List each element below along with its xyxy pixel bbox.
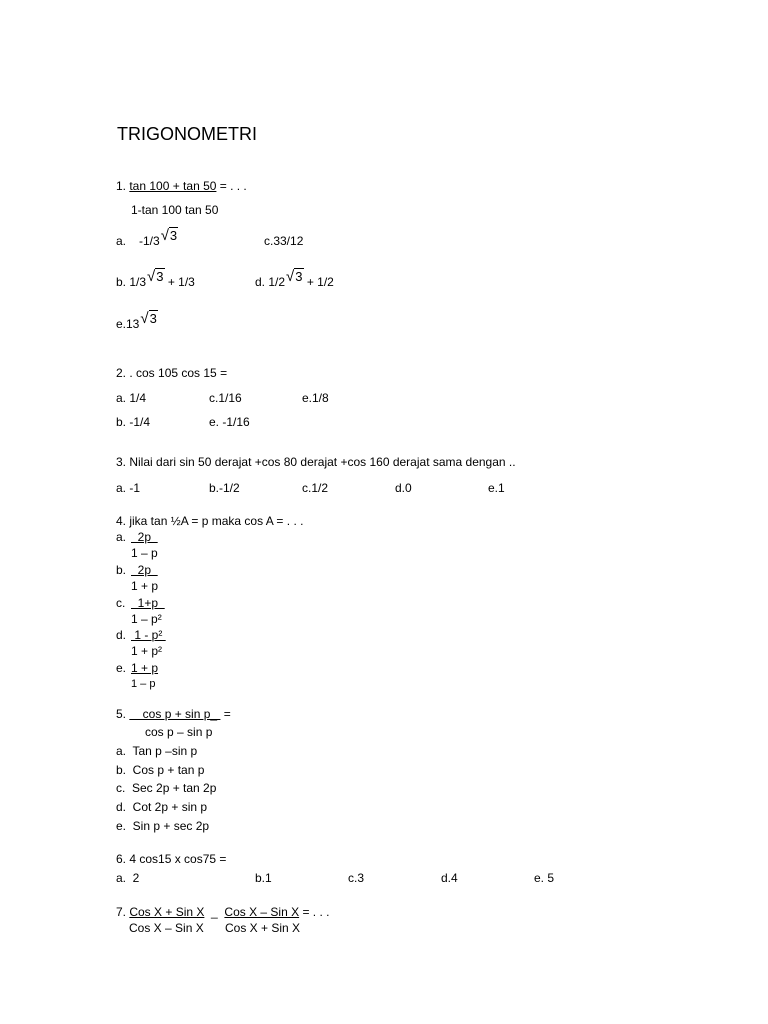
question-7-denominator-1: Cos X – Sin X (129, 921, 204, 935)
option-6a: a. 2 (116, 871, 140, 885)
question-1 (116, 179, 247, 193)
option-6d: d.4 (441, 871, 458, 885)
option-5c: c. Sec 2p + tan 2p (116, 781, 217, 795)
question-7 (116, 905, 329, 919)
question-5-denominator: cos p – sin p (145, 725, 213, 739)
question-1-suffix: = . . . (216, 179, 247, 193)
question-4: 4. jika tan ½A = p maka cos A = . . . (116, 514, 304, 528)
question-6: 6. 4 cos15 x cos75 = (116, 852, 227, 866)
question-2: 2. . cos 105 cos 15 = (116, 366, 228, 380)
option-2e: e.1/8 (302, 391, 329, 405)
option-1d (255, 268, 334, 289)
option-1c: c.33/12 (264, 234, 304, 248)
option-6c: c.3 (348, 871, 365, 885)
option-3d: d.0 (395, 481, 412, 495)
sqrt-symbol: √3 (160, 227, 178, 244)
option-4b-label: b. (116, 563, 127, 577)
option-1b-text: b. 1/3 (116, 275, 147, 289)
option-1a-label: a. (116, 234, 127, 248)
sqrt-symbol: √3 (286, 268, 303, 285)
option-4e-numerator: 1 + p (131, 661, 159, 675)
question-5-numerator: cos p + sin p_ (129, 707, 221, 721)
question-1-denominator: 1-tan 100 tan 50 (131, 203, 219, 217)
option-5e: e. Sin p + sec 2p (116, 819, 210, 833)
option-4b-numerator: 2p (131, 563, 158, 577)
option-3c: c.1/2 (302, 481, 329, 495)
question-3: 3. Nilai dari sin 50 derajat +cos 80 derajat +cos 160 derajat sama dengan .. (116, 455, 516, 469)
question-7-minus: _ (204, 905, 225, 919)
option-6e: e. 5 (534, 871, 555, 885)
question-7-suffix: = . . . (299, 905, 330, 919)
question-7-prefix: 7. (116, 905, 130, 919)
option-4a-label: a. (116, 530, 127, 544)
option-2c: c.1/16 (209, 391, 242, 405)
option-6b: b.1 (255, 871, 272, 885)
question-7-numerator-1: Cos X + Sin X (129, 905, 205, 919)
option-4c-denominator: 1 – p² (131, 612, 162, 626)
option-4a-denominator: 1 – p (131, 546, 158, 560)
question-7-denominator-2: Cos X + Sin X (225, 921, 301, 935)
option-1a-text: -1/3 (139, 234, 160, 248)
option-3b: b.-1/2 (209, 481, 240, 495)
option-1d-text: d. 1/2 (255, 275, 286, 289)
option-4d-denominator: 1 + p² (131, 644, 163, 658)
option-5b: b. Cos p + tan p (116, 763, 205, 777)
option-4e-denominator: 1 – p (131, 678, 156, 690)
option-4a-numerator: 2p (131, 530, 158, 544)
option-2a: a. 1/4 (116, 391, 147, 405)
option-4d-numerator: 1 - p² (131, 628, 166, 642)
sqrt-symbol: √3 (147, 268, 164, 285)
option-4d-label: d. (116, 628, 127, 642)
question-5-suffix: = (220, 707, 231, 721)
option-1a (139, 227, 178, 248)
page-title: TRIGONOMETRI (117, 124, 257, 144)
option-1e (116, 310, 158, 331)
question-5 (116, 707, 231, 721)
question-1-prefix: 1. (116, 179, 130, 193)
option-1d-tail: + 1/2 (303, 275, 334, 289)
option-3e: e.1 (488, 481, 505, 495)
option-4c-label: c. (116, 596, 126, 610)
option-4c-numerator: 1+p (131, 596, 165, 610)
question-1-numerator: tan 100 + tan 50 (129, 179, 217, 193)
option-4e-label: e. (116, 661, 127, 675)
option-1e-text: e.13 (116, 317, 140, 331)
option-5a: a. Tan p –sin p (116, 744, 198, 758)
option-2e-second: e. -1/16 (209, 415, 250, 429)
option-2b: b. -1/4 (116, 415, 151, 429)
option-1b (116, 268, 195, 289)
option-1b-tail: + 1/3 (164, 275, 195, 289)
option-4b-denominator: 1 + p (131, 579, 159, 593)
question-5-prefix: 5. (116, 707, 130, 721)
sqrt-symbol: √3 (140, 310, 157, 327)
question-7-numerator-2: Cos X – Sin X (224, 905, 300, 919)
option-3a: a. -1 (116, 481, 141, 495)
option-5d: d. Cot 2p + sin p (116, 800, 208, 814)
